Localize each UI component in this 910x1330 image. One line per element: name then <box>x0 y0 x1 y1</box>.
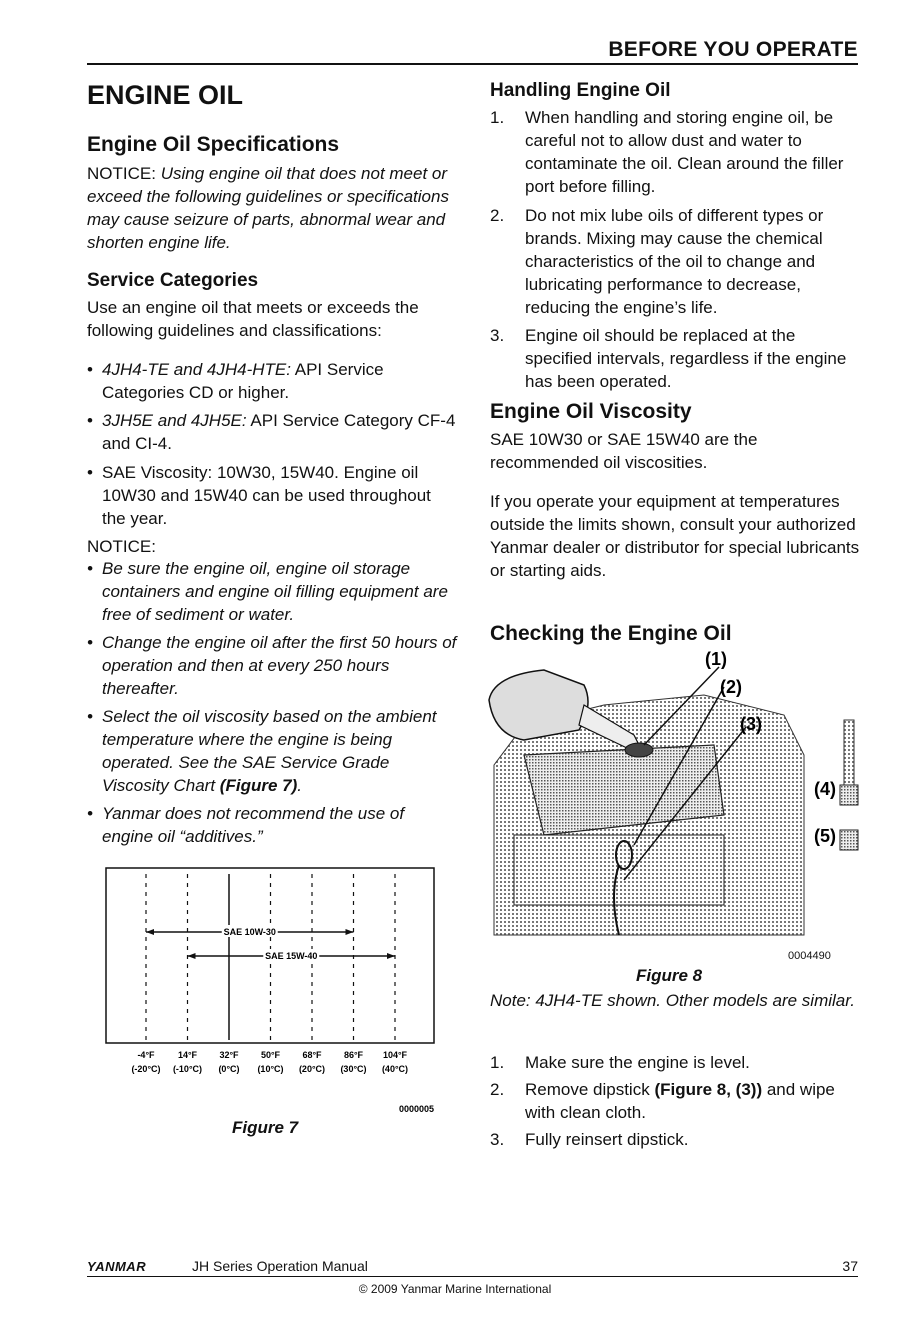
engine-illustration <box>484 645 874 965</box>
notice-bullet: Yanmar does not recommend the use of engine oil “additives.” <box>102 804 405 846</box>
figure-8-note: Note: 4JH4-TE shown. Other models are similar. <box>490 991 855 1010</box>
bullet-text: API Service Categories CD or higher. <box>102 360 384 402</box>
figure-7-reference[interactable]: (Figure 7) <box>219 776 298 795</box>
page-title: ENGINE OIL <box>87 80 244 110</box>
service-heading: Service Categories <box>87 270 259 291</box>
tick-label: (-20°C) <box>131 1064 161 1074</box>
step-text: Remove dipstick <box>525 1080 655 1099</box>
header-rule <box>87 63 858 65</box>
notice-bullet: Be sure the engine oil, engine oil storage containers and engine oil filling equipment are free of sediment or water. <box>102 559 448 624</box>
figure-8-reference[interactable]: (Figure 8, (3)) <box>654 1080 763 1099</box>
footer-rule <box>87 1276 858 1277</box>
list-item: • SAE Viscosity: 10W30, 15W40. Engine oil 10W30 and 15W40 can be used throughout the year. <box>87 461 459 530</box>
notice-bullet: Select the oil viscosity based on the ambient temperature where the engine is being operated. See the SAE Service Grade Viscosity Chart <box>102 707 437 795</box>
item-number: 3. <box>490 326 505 345</box>
item-number: 1. <box>490 108 505 127</box>
copyright: © 2009 Yanmar Marine International <box>358 1282 552 1296</box>
tick-label: 104°F <box>382 1050 408 1060</box>
tick-label: 68°F <box>302 1050 322 1060</box>
callout-5: (5) <box>814 826 836 846</box>
list-item: • Change the engine oil after the first 50 hours of operation and then at every 250 hours thereafter. <box>87 631 459 700</box>
service-intro: Use an engine oil that meets or exceeds the following guidelines and classifications: <box>87 298 419 340</box>
viscosity-heading: Engine Oil Viscosity <box>490 400 692 423</box>
item-text: Engine oil should be replaced at the specified intervals, regardless if the engine has been operated. <box>525 326 847 391</box>
tick-label: (0°C) <box>218 1064 240 1074</box>
figure-8-caption: Figure 8 <box>636 966 703 985</box>
viscosity-paragraph: SAE 10W30 or SAE 15W40 are the recommended oil viscosities. <box>490 430 758 472</box>
range-arrowhead <box>146 929 154 935</box>
notice-text: Using engine oil that does not meet or exceed the following guidelines or specifications may cause seizure of parts, abnormal wear and shorten engine life. <box>87 164 449 252</box>
tick-label: 86°F <box>343 1050 364 1060</box>
brand-logo: YANMAR <box>87 1259 147 1274</box>
list-item <box>490 204 862 319</box>
list-item: • 3JH5E and 4JH5E: API Service Category CF-4 and CI-4. <box>87 411 456 453</box>
checking-heading: Checking the Engine Oil <box>490 622 732 645</box>
series-label: SAE 15W-40 <box>265 951 318 961</box>
callout-3: (3) <box>740 714 762 734</box>
tick-label: (20°C) <box>298 1064 326 1074</box>
figure-7-code: 0000005 <box>398 1104 434 1114</box>
viscosity-chart <box>100 862 445 1122</box>
range-arrowhead <box>387 953 395 959</box>
step-number: 2. <box>490 1080 505 1099</box>
bullet-text: SAE Viscosity: 10W30, 15W40. Engine oil 10W30 and 15W40 can be used throughout the year. <box>102 463 431 528</box>
list-item <box>490 1078 862 1124</box>
list-item <box>490 106 862 198</box>
handling-heading: Handling Engine Oil <box>490 80 671 101</box>
notice-bullet: Change the engine oil after the first 50 hours of operation and then at every 250 hours thereafter. <box>102 633 457 698</box>
notice2-label: NOTICE: <box>87 537 156 556</box>
list-item: • Select the oil viscosity based on the ambient temperature where the engine is being operated. See the SAE Service Grade Viscosity Chart (Figure 7). <box>87 707 437 795</box>
list-item <box>490 1128 862 1151</box>
list-item <box>490 324 862 393</box>
filler-port <box>625 743 653 757</box>
bullet-model: 4JH4-TE and 4JH4-HTE: <box>102 360 291 379</box>
series-label: SAE 10W-30 <box>223 927 276 937</box>
bullet-model: 3JH5E and 4JH5E: <box>102 411 247 430</box>
range-arrowhead <box>346 929 354 935</box>
tick-label: 50°F <box>260 1050 281 1060</box>
step-text: Fully reinsert dipstick. <box>525 1130 689 1149</box>
step-text-tail: and wipe with clean cloth. <box>525 1080 835 1122</box>
callout-2: (2) <box>720 677 742 697</box>
list-item: • Be sure the engine oil, engine oil storage containers and engine oil filling equipment are free of sediment or water. <box>87 557 459 626</box>
step-number: 3. <box>490 1130 505 1149</box>
step-number: 1. <box>490 1053 505 1072</box>
page-number: 37 <box>842 1258 858 1274</box>
item-text: When handling and storing engine oil, be careful not to allow dust and water to contaminate the oil. Clean around the filler port before filling. <box>525 108 844 196</box>
manual-title: JH Series Operation Manual <box>192 1258 368 1274</box>
tick-label: (30°C) <box>340 1064 367 1074</box>
list-item <box>490 1051 862 1074</box>
step-text: Make sure the engine is level. <box>525 1053 750 1072</box>
list-item: • 4JH4-TE and 4JH4-HTE: API Service Categories CD or higher. <box>87 360 384 402</box>
item-text: Do not mix lube oils of different types or brands. Mixing may cause the chemical characteristics of the oil to change and lubricating performance to decrease, reducing the engine’s life. <box>525 206 824 317</box>
item-number: 2. <box>490 206 505 225</box>
tick-label: 32°F <box>219 1050 239 1060</box>
callout-4: (4) <box>814 779 836 799</box>
figure-7-caption: Figure 7 <box>232 1118 299 1137</box>
notice-label: NOTICE: <box>87 164 156 183</box>
oil-container <box>489 670 588 740</box>
dipstick-min-mark <box>840 830 858 850</box>
tick-label: 14°F <box>177 1050 198 1060</box>
tick-label: -4°F <box>137 1050 155 1060</box>
dipstick-max-mark <box>840 785 858 805</box>
callout-1: (1) <box>705 649 727 669</box>
section-header: BEFORE YOU OPERATE <box>608 38 858 61</box>
spec-heading: Engine Oil Specifications <box>87 133 340 156</box>
tick-label: (40°C) <box>381 1064 409 1074</box>
bullet-text: API Service Category CF-4 and CI-4. <box>102 411 456 453</box>
range-arrowhead <box>188 953 196 959</box>
viscosity-advice: If you operate your equipment at temperatures outside the limits shown, consult your authorized Yanmar dealer or distributor for special lubricants or starting aids. <box>490 492 860 580</box>
list-item: • Yanmar does not recommend the use of engine oil “additives.” <box>87 802 459 848</box>
tick-label: (10°C) <box>257 1064 284 1074</box>
figure-8-code: 0004490 <box>788 950 831 962</box>
notice-paragraph <box>87 162 459 254</box>
tick-label: (-10°C) <box>172 1064 203 1074</box>
